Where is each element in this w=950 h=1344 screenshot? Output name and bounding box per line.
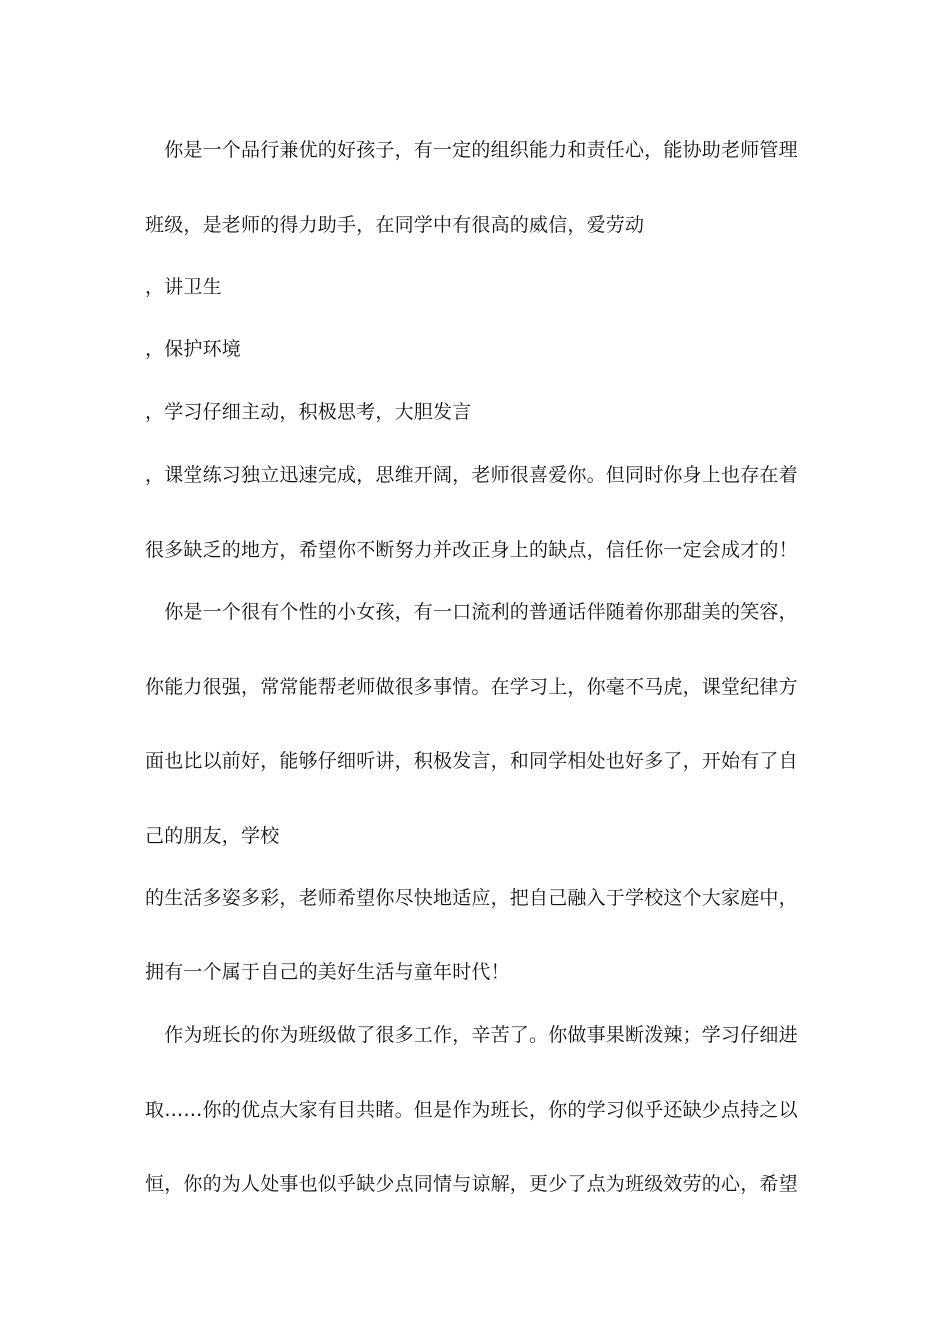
text-line: 的生活多姿多彩，老师希望你尽快地适应，把自己融入于学校这个大家庭中，	[145, 887, 798, 909]
text-line: 拥有一个属于自己的美好生活与童年时代！	[145, 961, 510, 983]
text-line: ，学习仔细主动，积极思考，大胆发言	[145, 401, 472, 423]
text-line: 取……你的优点大家有目共睹。但是作为班长，你的学习似乎还缺少点持之以	[145, 1099, 798, 1121]
text-line: ，讲卫生	[145, 276, 222, 298]
text-line: 己的朋友，学校	[145, 825, 280, 847]
text-line: 你是一个品行兼优的好孩子，有一定的组织能力和责任心，能协助老师管理	[145, 139, 798, 161]
text-line: 恒，你的为人处事也似乎缺少点同情与谅解，更少了点为班级效劳的心，希望	[145, 1173, 798, 1195]
text-line: 面也比以前好，能够仔细听讲，积极发言，和同学相处也好多了，开始有了自	[145, 750, 798, 772]
text-line: 班级，是老师的得力助手，在同学中有很高的威信，爱劳动	[145, 214, 645, 236]
text-line: 作为班长的你为班级做了很多工作，辛苦了。你做事果断泼辣；学习仔细进	[145, 1024, 798, 1046]
text-line: 你是一个很有个性的小女孩，有一口流利的普通话伴随着你那甜美的笑容，	[145, 601, 798, 623]
text-line: ，课堂练习独立迅速完成，思维开阔，老师很喜爱你。但同时你身上也存在着	[145, 464, 798, 486]
text-line: 很多缺乏的地方，希望你不断努力并改正身上的缺点，信任你一定会成才的！	[145, 539, 798, 561]
text-line: 你能力很强，常常能帮老师做很多事情。在学习上，你毫不马虎，课堂纪律方	[145, 676, 798, 698]
text-line: ，保护环境	[145, 338, 242, 360]
